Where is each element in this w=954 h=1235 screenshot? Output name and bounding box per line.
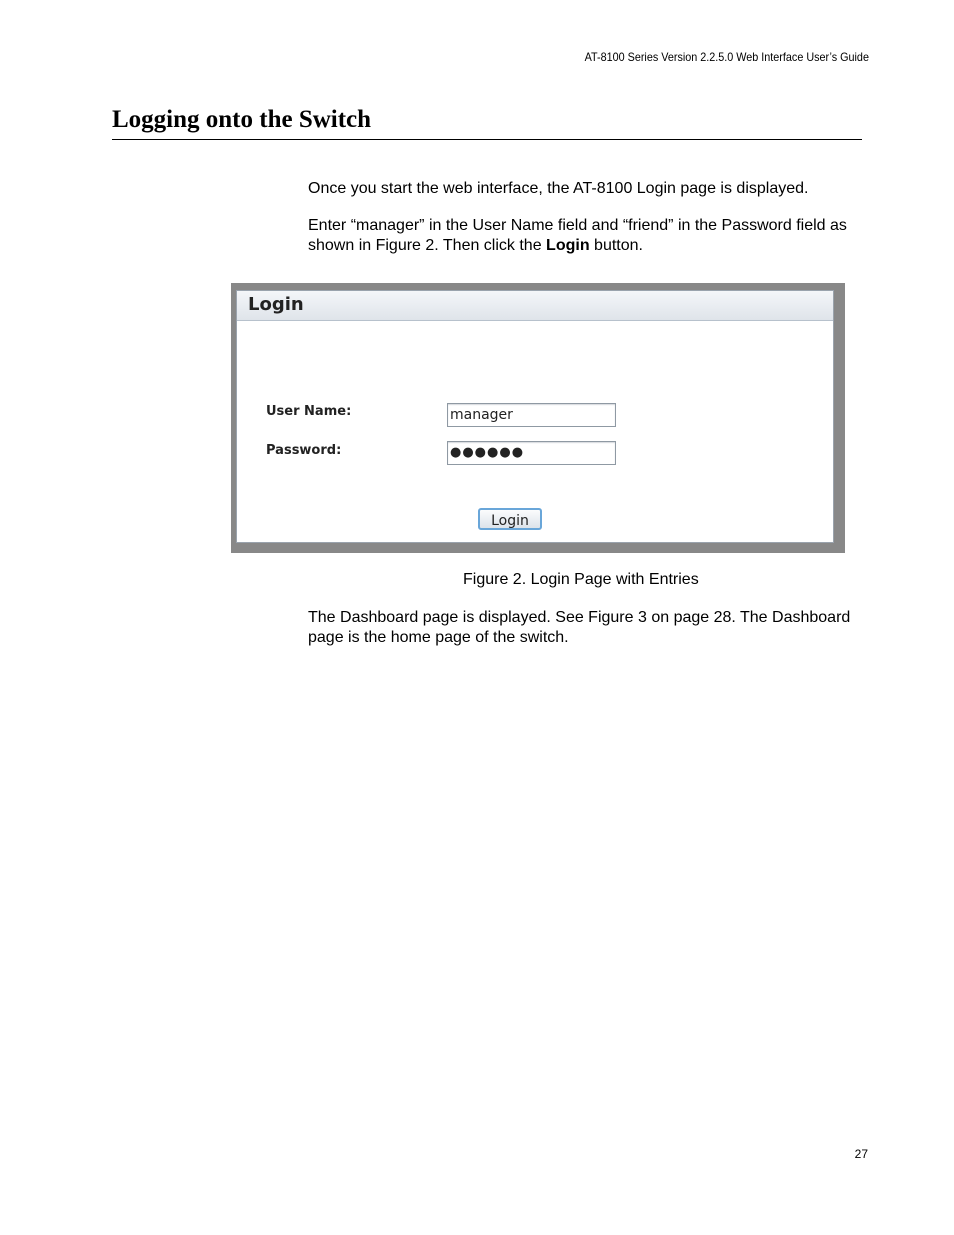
user-name-field[interactable]: manager (447, 403, 616, 427)
login-screenshot-figure (231, 283, 845, 553)
page-number: 27 (854, 1147, 868, 1161)
instruction-text: Enter “manager” in the User Name field and “friend” in the Password field as shown in Figure 2. Then click the (308, 217, 847, 254)
login-header (237, 291, 833, 321)
login-button[interactable]: Login (478, 508, 542, 530)
instruction-paragraph (308, 216, 868, 256)
title-divider (112, 139, 862, 140)
password-label: Password: (266, 443, 342, 458)
password-field[interactable]: ●●●●●● (447, 441, 616, 465)
login-title: Login (248, 294, 304, 315)
login-panel (236, 290, 834, 543)
user-name-label: User Name: (266, 404, 352, 419)
instruction-bold-login: Login (546, 237, 590, 254)
running-header: AT-8100 Series Version 2.2.5.0 Web Interface User’s Guide (584, 50, 869, 64)
instruction-text-end: button. (589, 237, 643, 254)
figure-caption: Figure 2. Login Page with Entries (463, 571, 699, 588)
dashboard-paragraph: The Dashboard page is displayed. See Figure 3 on page 28. The Dashboard page is the home page of the switch. (308, 609, 851, 646)
section-title: Logging onto the Switch (112, 106, 372, 133)
intro-paragraph: Once you start the web interface, the AT-8100 Login page is displayed. (308, 180, 809, 197)
